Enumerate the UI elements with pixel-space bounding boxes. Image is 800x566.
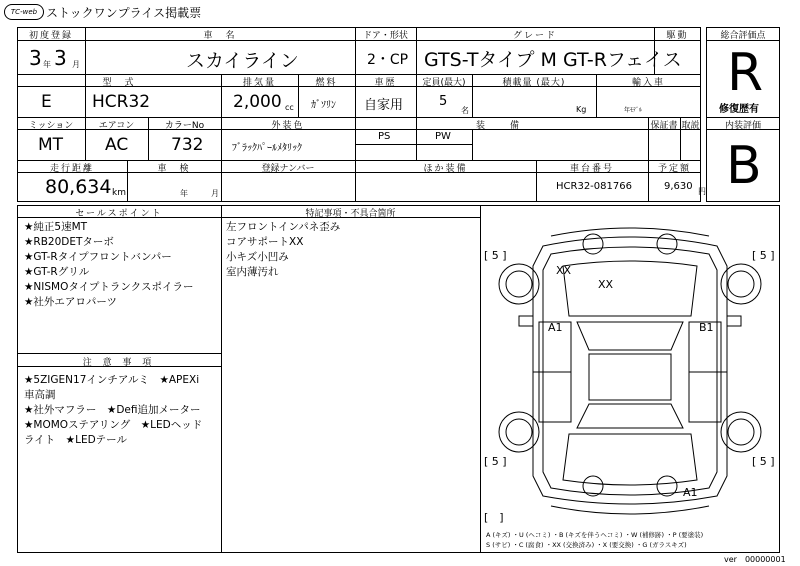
model-value: HCR32 bbox=[92, 92, 151, 112]
era-value: E bbox=[41, 92, 52, 112]
spare-tire-mark: [ ] bbox=[484, 511, 504, 524]
price-label: 予定額 bbox=[657, 164, 691, 174]
damage-mark-b1-right: B1 bbox=[699, 321, 714, 334]
cc-unit: cc bbox=[285, 103, 294, 112]
displacement-value: 2,000 bbox=[233, 92, 282, 112]
load-label: 積載量 (最大) bbox=[502, 78, 566, 88]
special-notes-label: 特記事項・不具合箇所 bbox=[305, 209, 396, 219]
list-item: ライト ★LEDテール bbox=[24, 434, 127, 446]
list-item: ★GT-Rグリル bbox=[24, 266, 90, 278]
list-item: ★純正5速MT bbox=[24, 221, 88, 233]
notes-label: 注 意 事 項 bbox=[82, 358, 156, 368]
import-label: 輸入車 bbox=[631, 78, 665, 88]
list-item: ★NISMOタイプトランクスポイラー bbox=[24, 281, 194, 293]
equip-ps: PS bbox=[378, 131, 391, 142]
form-title: ストックワンプライス掲載票 bbox=[46, 6, 202, 20]
damage-legend-line1: A (キズ) ・U (ヘコミ) ・B (キズを伴うヘコミ) ・W (補修跡) ・P (要塗装) bbox=[486, 531, 704, 539]
km-unit: km bbox=[112, 188, 126, 198]
repair-history-text: 修復歴有 bbox=[719, 104, 759, 115]
year-unit: 年 bbox=[43, 60, 51, 69]
equip-pw: PW bbox=[435, 131, 451, 142]
car-windshield bbox=[577, 322, 683, 350]
version-text: ver 00000001 bbox=[724, 555, 786, 564]
car-trunk bbox=[563, 434, 697, 485]
mission-value: MT bbox=[38, 135, 64, 155]
car-name-label: 車 名 bbox=[203, 31, 237, 41]
insp-year-unit: 年 bbox=[180, 189, 188, 198]
tc-web-logo: TC-web bbox=[4, 4, 44, 20]
car-body-outline bbox=[533, 237, 727, 504]
rear-right-tire-mark: [ 5 ] bbox=[752, 455, 775, 468]
damage-mark-a1-left: A1 bbox=[548, 321, 563, 334]
list-item: 小キズ小凹み bbox=[226, 251, 289, 263]
list-item: ★MOMOステアリング ★LEDヘッド bbox=[24, 419, 203, 431]
car-rear-window bbox=[577, 404, 683, 428]
damage-legend-line2: S (サビ) ・C (腐食) ・XX (交換済み) ・X (要交換) ・G (ガラスキズ) bbox=[486, 541, 687, 549]
list-item: ★5ZIGEN17インチアルミ ★APEXi bbox=[24, 374, 200, 386]
kg-unit: Kg bbox=[576, 105, 587, 114]
mileage-label: 走行距離 bbox=[49, 164, 94, 174]
damage-mark-a1-rear: A1 bbox=[683, 486, 698, 499]
drive-label: 駆動 bbox=[666, 31, 689, 41]
front-right-tire-mark: [ 5 ] bbox=[752, 249, 775, 262]
rear-left-tire-mark: [ 5 ] bbox=[484, 455, 507, 468]
month-unit: 月 bbox=[72, 60, 80, 69]
car-name-value: スカイライン bbox=[186, 50, 299, 72]
damage-mark-xx-hood: XX bbox=[598, 278, 614, 291]
car-diagram bbox=[481, 206, 779, 524]
capacity-value: 5 bbox=[439, 94, 448, 109]
chassis-label: 車台番号 bbox=[569, 164, 614, 174]
sales-points-label: セールスポイント bbox=[75, 209, 163, 219]
color-no-label: カラーNo bbox=[164, 121, 205, 131]
price-unit: 円 bbox=[698, 187, 706, 196]
fuel-value: ｶﾞｿﾘﾝ bbox=[311, 100, 336, 111]
first-reg-month: 3 bbox=[54, 46, 67, 70]
list-item: 左フロントインパネ歪み bbox=[226, 221, 341, 233]
grade-label: グレード bbox=[512, 31, 557, 41]
car-roof bbox=[589, 354, 671, 400]
notes-list bbox=[24, 373, 202, 448]
special-notes-list bbox=[226, 220, 340, 280]
model-year-unit: 年ﾓﾃﾞﾙ bbox=[624, 107, 643, 114]
list-item: ★社外マフラー ★Defi追加メーター bbox=[24, 404, 201, 416]
door-value: 2・CP bbox=[367, 52, 409, 68]
exterior-color-label: 外装色 bbox=[271, 121, 305, 131]
list-item: ★GT-Rタイプフロントバンパー bbox=[24, 251, 172, 263]
car-hood bbox=[563, 261, 697, 316]
warranty-label: 保証書 bbox=[650, 121, 678, 131]
list-item: コアサポートXX bbox=[226, 236, 304, 248]
list-item: 車高調 bbox=[24, 389, 56, 401]
damage-mark-xx-front-left: XX bbox=[556, 264, 572, 277]
list-item: ★RB20DETターボ bbox=[24, 236, 114, 248]
chassis-value: HCR32-081766 bbox=[556, 181, 632, 192]
inspection-label: 車 検 bbox=[157, 164, 191, 174]
list-item: ★社外エアロパーツ bbox=[24, 296, 117, 308]
door-label: ドア・形状 bbox=[363, 31, 408, 41]
plate-label: 登録ナンバー bbox=[261, 164, 315, 174]
price-value: 9,630 bbox=[664, 181, 693, 192]
first-reg-year: 3 bbox=[29, 46, 42, 70]
insp-month-unit: 月 bbox=[211, 189, 219, 198]
fuel-label: 燃料 bbox=[315, 78, 338, 88]
total-grade-value: R bbox=[727, 43, 764, 103]
equipment-label: 装 備 bbox=[475, 121, 527, 131]
model-label: 型 式 bbox=[102, 78, 136, 88]
sales-points-list bbox=[24, 220, 194, 310]
list-item: 室内薄汚れ bbox=[226, 266, 279, 278]
front-left-tire-mark: [ 5 ] bbox=[484, 249, 507, 262]
total-eval-label: 総合評価点 bbox=[720, 31, 766, 41]
exterior-color-value: ﾌﾞﾗｯｸﾊﾟｰﾙﾒﾀﾘｯｸ bbox=[232, 143, 302, 154]
first-reg-label: 初度登録 bbox=[28, 31, 73, 41]
mission-label: ミッション bbox=[28, 121, 74, 131]
manual-label: 取説 bbox=[681, 121, 700, 131]
capacity-unit: 名 bbox=[461, 106, 469, 115]
history-value: 自家用 bbox=[364, 98, 404, 113]
interior-eval-label: 内装評価 bbox=[724, 121, 761, 131]
history-label: 車歴 bbox=[374, 78, 397, 88]
aircon-label: エアコン bbox=[98, 121, 135, 131]
displacement-label: 排気量 bbox=[242, 78, 276, 88]
other-equip-label: ほか装備 bbox=[423, 164, 468, 174]
color-no-value: 732 bbox=[171, 135, 204, 155]
aircon-value: AC bbox=[105, 135, 129, 155]
mileage-value: 80,634 bbox=[45, 176, 112, 198]
capacity-label: 定員(最大) bbox=[422, 78, 466, 88]
interior-grade-value: B bbox=[726, 136, 762, 196]
grade-value: GTS-Tタイプ M GT-Rフェイス bbox=[424, 49, 682, 71]
